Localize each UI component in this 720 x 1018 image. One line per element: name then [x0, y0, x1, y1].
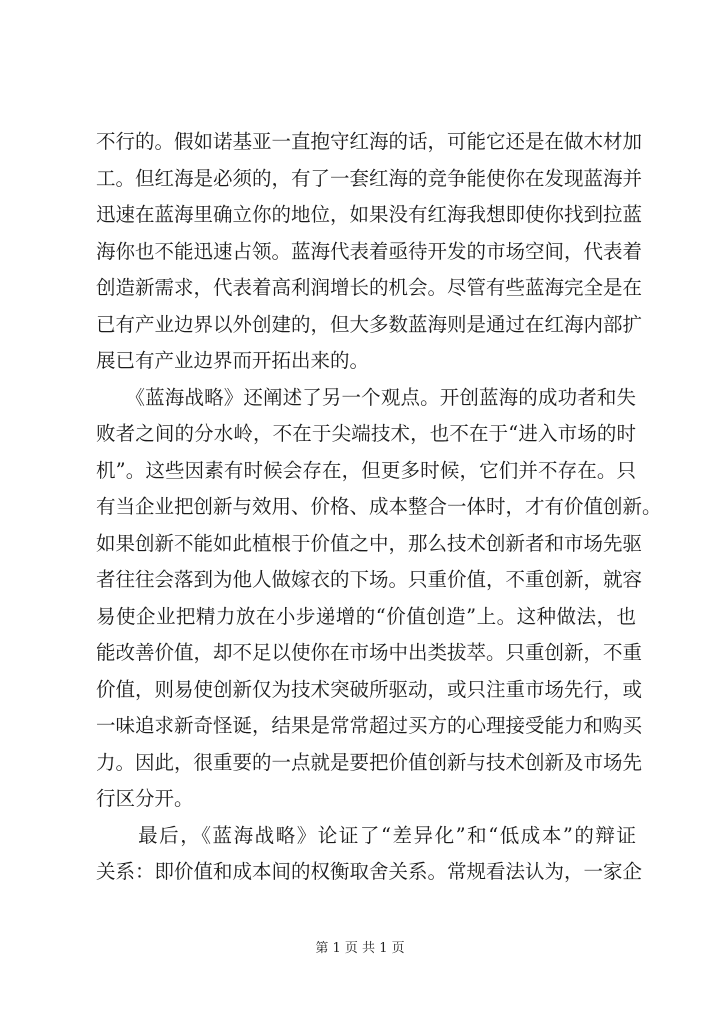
text-line: 迅速在蓝海里确立你的地位，如果没有红海我想即使你找到拉蓝: [96, 203, 643, 226]
text-line: 者往往会落到为他人做嫁衣的下场。只重价值，不重创新，就容: [96, 568, 643, 591]
text-line: 工。但红海是必须的，有了一套红海的竞争能使你在发现蓝海并: [96, 166, 643, 190]
text-line: 《蓝海战略》还阐述了另一个观点。开创蓝海的成功者和失: [96, 385, 636, 409]
text-line: 价值，则易使创新仅为技术突破所驱动，或只注重市场先行，或: [96, 677, 643, 701]
text-line: 不行的。假如诺基亚一直抱守红海的话，可能它还是在做木材加: [96, 130, 643, 153]
text-line: 能改善价值，却不足以使你在市场中出类拔萃。只重创新，不重: [96, 641, 643, 664]
text-line: 机”。这些因素有时候会存在，但更多时候，它们并不存在。只: [96, 458, 636, 482]
text-line: 力。因此，很重要的一点就是要把价值创新与技术创新及市场先: [96, 750, 643, 774]
body-text: [96, 124, 662, 891]
text-line: 最后，《蓝海战略》论证了“差异化”和“低成本”的辩证: [96, 823, 636, 847]
text-line: 败者之间的分水岭，不在于尖端技术，也不在于“进入市场的时: [96, 422, 636, 445]
text-line: 一味追求新奇怪诞，结果是常常超过买方的心理接受能力和购买: [96, 714, 643, 737]
text-line: 展已有产业边界而开拓出来的。: [96, 349, 370, 372]
text-line: 如果创新不能如此植根于价值之中，那么技术创新者和市场先驱: [96, 531, 643, 555]
text-line: 关系：即价值和成本间的权衡取舍关系。常规看法认为，一家企: [96, 860, 643, 883]
page-number-footer: 第 1 页 共 1 页: [315, 941, 405, 956]
text-line: 海你也不能迅速占领。蓝海代表着亟待开发的市场空间，代表着: [96, 239, 643, 263]
text-line: 行区分开。: [96, 787, 194, 810]
text-line: 已有产业边界以外创建的，但大多数蓝海则是通过在红海内部扩: [96, 312, 643, 336]
text-line: 创造新需求，代表着高利润增长的机会。尽管有些蓝海完全是在: [96, 276, 643, 299]
text-line: 有当企业把创新与效用、价格、成本整合一体时，才有价值创新。: [96, 495, 662, 518]
text-line: 易使企业把精力放在小步递增的“价值创造”上。这种做法，也: [96, 604, 636, 628]
